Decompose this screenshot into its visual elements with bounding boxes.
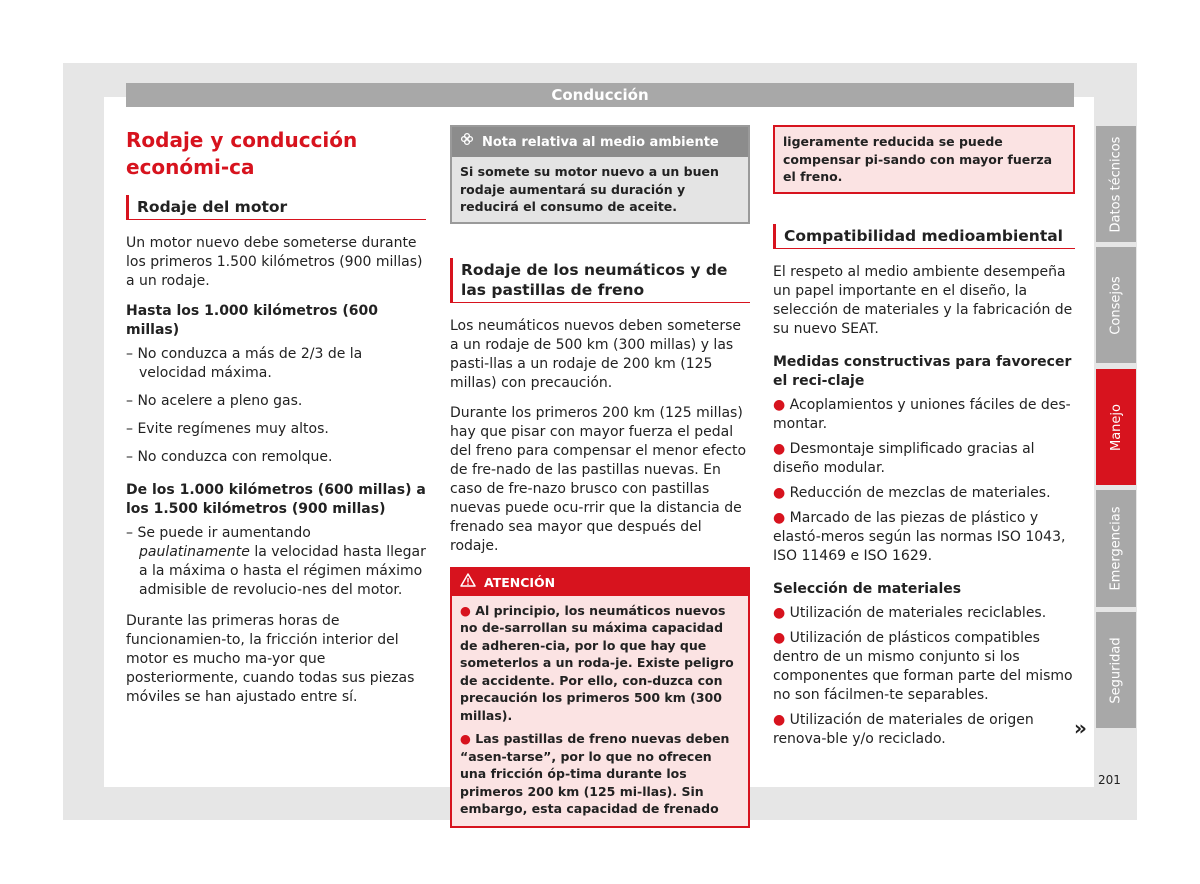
tyres-paragraph-1: Los neumáticos nuevos deben someterse a un rodaje de 500 km (300 millas) y las pasti-llas a un rodaje de 200 km (125 millas) con precaución.: [450, 317, 741, 391]
column-3: [773, 125, 1075, 755]
warning-item: ● Al principio, los neumáticos nuevos no de-sarrollan su máxima capacidad de adheren-cia, por lo que hay que someterlos a un roda-je. Existe peligro de accidente. Por ello, con-duzca con precaución los primeros 500 km (300 millas).: [460, 602, 734, 723]
subheading-1500km: De los 1.000 kilómetros (600 millas) a los 1.500 kilómetros (900 millas): [126, 482, 426, 517]
list-item: – Se puede ir aumentando paulatinamente la velocidad hasta llegar a la máxima o hasta el régimen máximo admisible de revolucio-nes del motor.: [126, 525, 426, 598]
warning-triangle-icon: [460, 573, 476, 592]
tab-manejo[interactable]: Manejo: [1096, 369, 1136, 485]
list-item: – No acelere a pleno gas.: [126, 393, 303, 409]
subheading-materials: Selección de materiales: [773, 580, 962, 597]
tab-seguridad[interactable]: Seguridad: [1096, 612, 1136, 728]
list-item: – No conduzca con remolque.: [126, 449, 333, 465]
tab-consejos[interactable]: Consejos: [1096, 247, 1136, 363]
section-heading-tyres: Rodaje de los neumáticos y de las pastillas de freno: [450, 258, 750, 303]
continue-arrow: »: [1074, 716, 1087, 740]
flower-icon: [460, 132, 474, 152]
subheading-recycling: Medidas constructivas para favorecer el reci-claje: [773, 353, 1072, 389]
engine-intro: Un motor nuevo debe someterse durante los primeros 1.500 kilómetros (900 millas) a un rodaje.: [126, 235, 423, 289]
list-item: ● Marcado de las piezas de plástico y elastó-meros según las normas ISO 1043, ISO 11469 e ISO 1629.: [773, 509, 1066, 564]
environment-note: [450, 125, 750, 224]
environment-intro: El respeto al medio ambiente desempeña un papel importante en el diseño, la selección de materiales y la fabricación de su nuevo SEAT.: [773, 263, 1073, 337]
tab-datos-tecnicos[interactable]: Datos técnicos: [1096, 126, 1136, 242]
list-item: – Evite regímenes muy altos.: [126, 421, 329, 437]
warning-box: [450, 567, 750, 828]
tab-emergencias[interactable]: Emergencias: [1096, 490, 1136, 607]
list-item: ● Utilización de plásticos compatibles dentro de un mismo conjunto si los componentes que forman parte del mismo no son fácilmen-te separables.: [773, 629, 1073, 703]
engine-outro: Durante las primeras horas de funcionamien-to, la fricción interior del motor es mucho ma-yor que posteriormente, cuando todas sus piezas móviles se han ajustado entre sí.: [126, 613, 415, 705]
column-2: [450, 125, 750, 828]
column-1: [126, 125, 426, 718]
chapter-header: Conducción: [126, 83, 1074, 107]
list-item: – No conduzca a más de 2/3 de la velocidad máxima.: [126, 346, 363, 381]
warning-item: ● Las pastillas de freno nuevas deben “asen-tarse”, por lo que no ofrecen una fricción óp-tima durante los primeros 200 km (125 mi-llas). Sin embargo, esta capacidad de frenado: [460, 731, 730, 816]
note-body: Si somete su motor nuevo a un buen rodaje aumentará su duración y reducirá el consumo de aceite.: [460, 164, 719, 214]
list-item: ● Utilización de materiales de origen renova-ble y/o reciclado.: [773, 711, 1034, 747]
list-item: ● Reducción de mezclas de materiales.: [773, 484, 1051, 501]
section-heading-environment: Compatibilidad medioambiental: [773, 224, 1075, 249]
list-item: ● Desmontaje simplificado gracias al diseño modular.: [773, 440, 1035, 476]
warning-title: ATENCIÓN: [484, 574, 556, 590]
list-item: ● Acoplamientos y uniones fáciles de des-montar.: [773, 396, 1071, 432]
chapter-title: Rodaje y conducción económi-ca: [126, 128, 358, 179]
warning-continuation: ligeramente reducida se puede compensar pi-sando con mayor fuerza el freno.: [773, 125, 1075, 194]
list-item: ● Utilización de materiales reciclables.: [773, 604, 1047, 621]
note-title: Nota relativa al medio ambiente: [482, 134, 719, 150]
page-number: 201: [1098, 773, 1121, 787]
section-heading-engine: Rodaje del motor: [126, 195, 426, 220]
subheading-1000km: Hasta los 1.000 kilómetros (600 millas): [126, 303, 378, 338]
tyres-paragraph-2: Durante los primeros 200 km (125 millas) hay que pisar con mayor fuerza el pedal del freno para compensar el menor efecto de fre-nado de las pastillas nuevas. En caso de fre-nazo brusco con pastillas nuevas puede ocu-rrir que la distancia de frenado sea mayor que después del rodaje.: [450, 404, 747, 554]
